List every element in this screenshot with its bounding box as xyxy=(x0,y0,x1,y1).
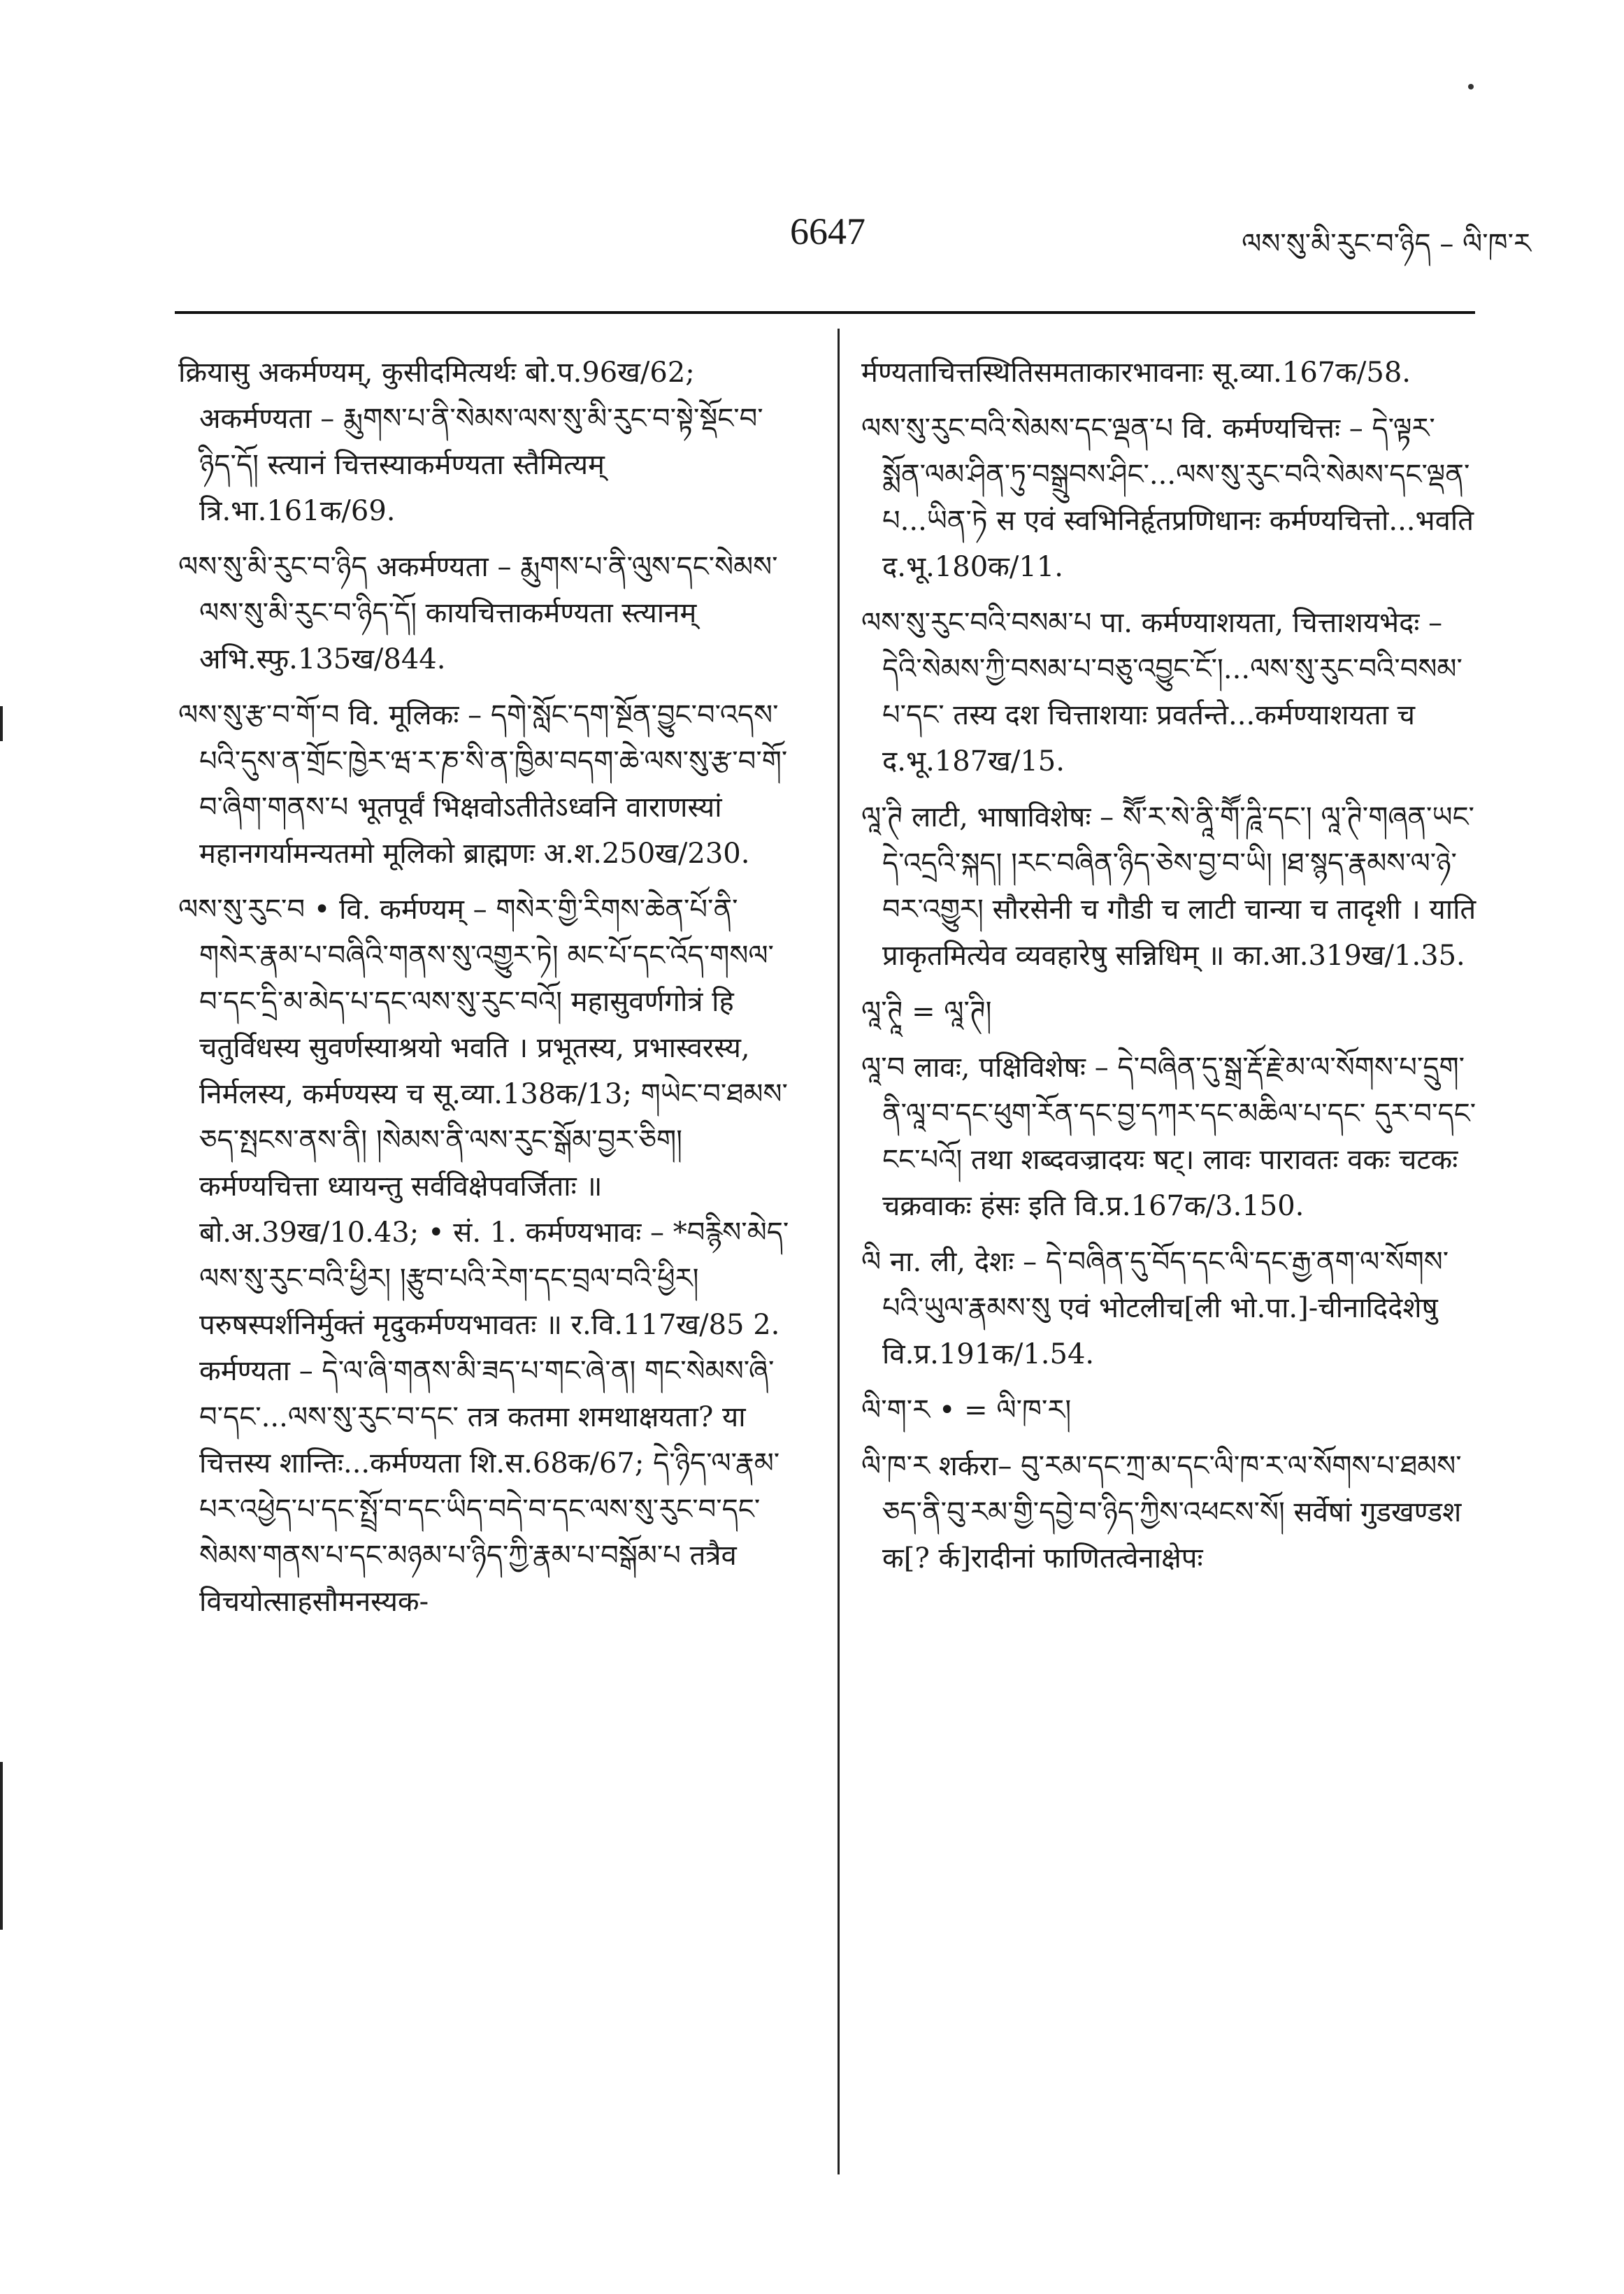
dictionary-entry: ལཱ་བ लावः, पक्षिविशेषः – དེ་བཞིན་དུ་སྒྲ་རྡོ་རྗེ་མ་ལ་སོགས་པ་དྲུག་ནི་ལཱ་བ་དང་ཕུག་རོན་དང་བྱ་དཀར་དང་མཆིལ་པ་དང་ དུར་བ་དང་ངང་པའོ། तथा शब्दवज्रादयः षट्। लावः पारावतः वकः चटकः चक्रवाकः हंसः इति वि.प्र.167क/3.150. xyxy=(861,1052,1476,1222)
dictionary-entry: ལས་སུ་རྩ་བ་གོ་བ वि. मूलिकः – དགེ་སློང་དག་སྔོན་བྱུང་བ་འདས་པའི་དུས་ན་གྲོང་ཁྱེར་ཝ་ར་ཎ་སི་ན་ཁྱིམ་བདག་ཆེ་ལས་སུ་རྩ་བ་གོ་བ་ཞིག་གནས་པ भूतपूर्वं भिक्षवोऽतीतेऽध्वनि वाराणस्यां महानगर्यामन्यतमो मूलिको ब्राह्मणः अ.श.250ख/230. xyxy=(178,699,788,870)
dictionary-entry: ལི་ག་ར • = ལི་ཁ་ར། xyxy=(861,1394,1072,1426)
dictionary-entry: ལས་སུ་རུང་བ • वि. कर्मण्यम् – གསེར་གྱི་རིགས་ཆེན་པོ་ནི་གསེར་རྣམ་པ་བཞིའི་གནས་སུ་འགྱུར་ཏེ། མང་པོ་དང་འོད་གསལ་བ་དང་དྲི་མ་མེད་པ་དང་ལས་སུ་རུང་བའོ། महासुवर्णगोत्रं हि चतुर्विधस्य सुवर्णस्याश्रयो भवति । प्रभूतस्य, प्रभास्वरस्य, निर्मलस्य, कर्मण्यस्य च सू.व्या.138क/13; གཡེང་བ་ཐམས་ཅད་སྤངས་ནས་ནི། །སེམས་ནི་ལས་རུང་སྒོམ་བྱར་ཅིག། कर्मण्यचित्ता ध्यायन्तु सर्वविक्षेपवर्जिताः ॥ बो.अ.39ख/10.43; • सं. 1. कर्मण्यभावः – *བརྙིས་མེད་ལས་སུ་རུང་བའི་ཕྱིར། །རྩུབ་པའི་རེག་དང་བྲལ་བའི་ཕྱིར། परुषस्पर्शनिर्मुक्तं मृदुकर्मण्यभावतः ॥ र.वि.117ख/85 2. कर्मण्यता – དེ་ལ་ཞི་གནས་མི་ཟད་པ་གང་ཞེ་ན། གང་སེམས་ཞི་བ་དང་...ལས་སུ་རུང་བ་དང་ तत्र कतमा शमथाक्षयता? या चित्तस्य शान्तिः...कर्मण्यता शि.स.68क/67; དེ་ཉིད་ལ་རྣམ་པར་འཕྱེད་པ་དང་སྤྲོ་བ་དང་ཡིད་བདེ་བ་དང་ལས་སུ་རུང་བ་དང་སེམས་གནས་པ་དང་མཉམ་པ་ཉིད་ཀྱི་རྣམ་པ་བསྒོམ་པ तत्रैव विचयोत्साहसौमनस्यक- xyxy=(178,894,789,1618)
column-divider xyxy=(838,329,840,2174)
right-column xyxy=(861,350,1476,1591)
dictionary-entry: ལས་སུ་རུང་བའི་སེམས་དང་ལྡན་པ वि. कर्मण्यचित्तः – དེ་ལྟར་སྨོན་ལམ་ཤིན་ཏུ་བསྒྲུབས་ཤིང་...ལས་སུ་རུང་བའི་སེམས་དང་ལྡན་པ...ཡིན་ཏེ स एवं स्वभिनिर्हृतप्रणिधानः कर्मण्यचित्तो...भवति द.भू.180क/11. xyxy=(861,413,1474,583)
dictionary-entry: ལི་ཁ་ར शर्करा– བུ་རམ་དང་ཀྲ་མ་དང་ལི་ཁ་ར་ལ་སོགས་པ་ཐམས་ཅད་ནི་བུ་རམ་གྱི་དབྱེ་བ་ཉིད་ཀྱིས་འཕངས་སོ། सर्वेषां गुडखण्डश क[? र्क]रादीनां फाणितत्वेनाक्षेपः xyxy=(861,1450,1462,1575)
dictionary-entry: क्रियासु अकर्मण्यम्, कुसीदमित्यर्थः बो.प.96ख/62; अकर्मण्यता – རྨུགས་པ་ནི་སེམས་ལས་སུ་མི་རུང་བ་སྟེ་སྡོང་བ་ཉིད་དོ། स्त्यानं चित्तस्याकर्मण्यता स्तैमित्यम् त्रि.भा.161क/69. xyxy=(178,357,763,527)
page-number: 6647 xyxy=(790,210,865,252)
scan-edge-mark xyxy=(0,706,3,741)
scan-edge-mark xyxy=(0,1762,3,1930)
scan-dot xyxy=(1468,84,1474,89)
dictionary-entry: ལས་སུ་རུང་བའི་བསམ་པ पा. कर्मण्याशयता, चित्ताशयभेदः – དེའི་སེམས་ཀྱི་བསམ་པ་བཅུ་འབྱུང་ངོ་།...ལས་སུ་རུང་བའི་བསམ་པ་དང་ तस्य दश चित्ताशयाः प्रवर्तन्ते...कर्मण्याशयता च द.भू.187ख/15. xyxy=(861,607,1463,777)
dictionary-entry: ལི ना. ली, देशः – དེ་བཞིན་དུ་བོད་དང་ལི་དང་རྒྱ་ནག་ལ་སོགས་པའི་ཡུལ་རྣམས་སུ एवं भोटलीच[ली भो.पा.]-चीनादिदेशेषु वि.प्र.191क/1.54. xyxy=(861,1246,1449,1370)
header-rule xyxy=(175,311,1475,314)
dictionary-entry: ལཱ་ཊི लाटी, भाषाविशेषः – སཽ་ར་སེ་ནཱི་གཽ་ཌཱི་དང་། ལཱ་ཊི་གཞན་ཡང་དེ་འདྲའི་སྐད། །རང་བཞིན་ཉིད་ཅེས་བྱ་བ་ཡི། །ཐ་སྙད་རྣམས་ལ་ཉེ་བར་འགྱུར། सौरसेनी च गौडी च लाटी चान्या च तादृशी । याति प्राकृतमित्येव व्यवहारेषु सन्निधिम् ॥ का.आ.319ख/1.35. xyxy=(861,801,1476,972)
dictionary-entry: ལཱ་ཊཱི = ལཱ་ཊི། xyxy=(861,996,992,1028)
dictionary-entry: र्मण्यताचित्तस्थितिसमताकारभावनाः सू.व्या.167क/58. xyxy=(861,357,1411,389)
running-head: ལས་སུ་མི་རུང་བ་ཉིད – ལི་ཁ་ར xyxy=(1242,228,1531,260)
left-column xyxy=(178,350,793,1635)
dictionary-entry: ལས་སུ་མི་རུང་བ་ཉིད अकर्मण्यता – རྨུགས་པ་ནི་ལུས་དང་སེམས་ལས་སུ་མི་རུང་བ་ཉིད་དོ། कायचित्ताकर्मण्यता स्त्यानम् अभि.स्फु.135ख/844. xyxy=(178,551,778,675)
